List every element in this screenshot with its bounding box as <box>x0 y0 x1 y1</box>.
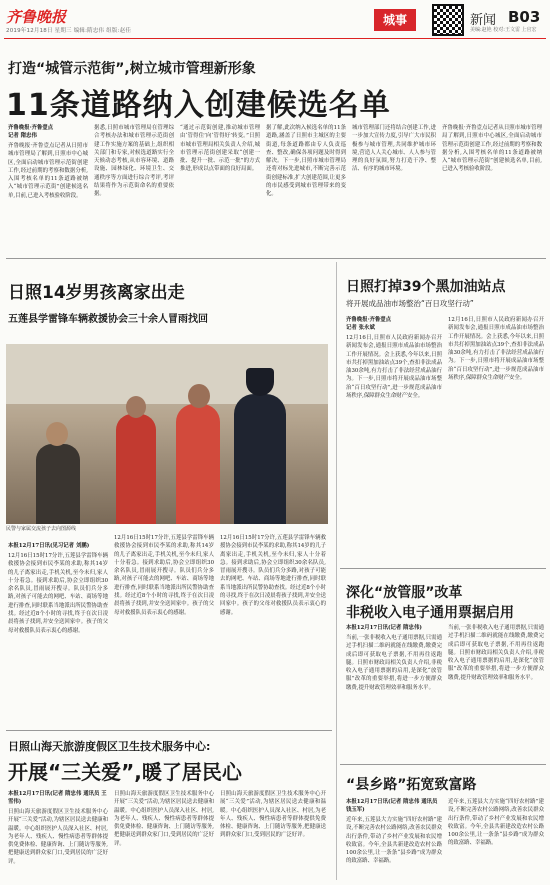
article1-body-col4: 据了解,此次纳入候选名单的11条道路,涵盖了日照市主城区的主要街道,每条道路都由专人负责巡查、整改,确保各项问题及时得到解决。下一步,日照市城市管理局还将对标先进城市,不断完善示范街创建标准,扩大创建范围,让更多的市民感受到城市管理带来的变化。 <box>266 125 346 198</box>
article1-body-col5: 城市管理部门还将结合创建工作,进一步加大宣传力度,引导广大市民积极参与城市管理,共同维护城市环境,营造人人关心城市、人人参与管理的良好氛围,努力打造干净、整洁、有序的城市环境。 <box>352 125 436 173</box>
article5-body-col2: 日照山海天旅游度假区卫生技术服务中心开展“三关爱”活动,为辖区居民送去健康和温暖。中心组织医护人员深入社区、村居,为老年人、残疾人、慢性病患者等群体提供免费体检、健康咨询、上门随访等服务,把健康送到群众家门口,受到居民的广泛好评。 <box>114 791 214 847</box>
article2-photo <box>6 344 328 524</box>
article3-body-col2: 12月16日,日照市人民政府新闻办召开新闻发布会,通报日照市成品油市场整治工作开展情况。会上获悉,今年以来,日照市共打掉黑加油站点39个,查扣非法成品油30余吨,有力打击了非法经营成品油行为。下一步,日照市将开展成品油市场整治“百日攻坚行动”,进一步规范成品油市场秩序,保障群众生命财产安全。 <box>448 317 544 382</box>
article3-subhead: 将开展成品油市场整治“百日攻坚行动” <box>346 299 474 308</box>
article4-body-col2: 当前,一张非税收入电子通用票据,只需通过手机扫描二维码就能在线缴费,缴费完成后即可获取电子票据,不用再往返跑腿。日照市财政局相关负责人介绍,非税收入电子通用票据的启用,是深化“放管服”改革的重要举措,将进一步方便群众缴费,提升财政管理效率和服务水平。 <box>448 625 544 681</box>
article3-headline: 日照打掉39个黑加油站点 <box>346 279 506 295</box>
article2-headline: 日照14岁男孩离家出走 <box>8 283 185 303</box>
qr-code-icon <box>432 4 464 36</box>
article5-byline: 本报12月17日讯(记者 隋忠伟 通讯员 王雪伟) <box>8 791 107 805</box>
section-badge: 城事 <box>374 9 416 31</box>
article2-body-col2: 12月16日15时17分许,五莲县学雷锋车辆救援协会接到市民李某的求助,称其14岁的儿子离家出走,手机关机,至今未归,家人十分着急。接到求助后,协会立即组织30余名队员,冒雨展开搜寻。队员们兵分多路,对孩子可能去的网吧、车站、商场等地进行排查,同时联系当地派出所民警协助查找。经过近8个小时的寻找,终于在次日凌晨将孩子找到,并安全送回家中。孩子的父母对救援队员表示衷心的感谢。 <box>114 535 214 616</box>
article2-byline: 本报12月17日讯(见习记者 刘鹏) <box>8 543 90 549</box>
article2-body-col3: 12月16日15时17分许,五莲县学雷锋车辆救援协会接到市民李某的求助,称其14岁的儿子离家出走,手机关机,至今未归,家人十分着急。接到求助后,协会立即组织30余名队员,冒雨展开搜寻。队员们兵分多路,对孩子可能去的网吧、车站、商场等地进行排查,同时联系当地派出所民警协助查找。经过近8个小时的寻找,终于在次日凌晨将孩子找到,并安全送回家中。孩子的父母对救援队员表示衷心的感谢。 <box>220 535 326 616</box>
editor-credits: 美编:赵艳 校对:王文雷 上官宏 <box>470 27 537 33</box>
article6-byline: 本报12月17日讯(记者 隋忠伟 通讯员 钱玉军) <box>346 799 438 813</box>
divider <box>6 730 332 731</box>
photo-caption: 民警与家属交流孩子去向图源线 <box>6 526 77 532</box>
newspaper-logo: 齐鲁晚报 <box>6 8 67 26</box>
article1-headline: 11条道路纳入创建候选名单 <box>6 88 391 123</box>
article2-subhead: 五莲县学雷锋车辆救援协会三十余人冒雨找回 <box>8 314 208 325</box>
article6-headline: “县乡路”拓宽致富路 <box>346 777 477 793</box>
article1-body-col6: 齐鲁晚报·齐鲁壹点记者从日照市城市管理局了解到,日照市中心城区,全面启动城市管理示范街创建工作,经过前期的考察和数据分析,入围考核名单的11条道路被纳入“城市管理示范街”创建候选名单,目前,已进入考核验收阶段。 <box>442 125 542 173</box>
page-number: B03 <box>508 8 541 26</box>
divider <box>340 764 546 765</box>
article6-body-col1: 近年来,五莲县大力实施“四好农村路”建设,不断完善农村公路网络,改善农民群众出行条件,带动了乡村产业发展和农民增收致富。今年,全县共新建改造农村公路100余公里,让一条条“县乡路”成为群众的致富路、幸福路。 <box>346 817 442 865</box>
article5-headline1: 日照山海天旅游度假区卫生技术服务中心: <box>8 740 211 753</box>
article2-body-col1: 12月16日15时17分许,五莲县学雷锋车辆救援协会接到市民李某的求助,称其14岁的儿子离家出走,手机关机,至今未归,家人十分着急。接到求助后,协会立即组织30余名队员,冒雨展开搜寻。队员们兵分多路,对孩子可能去的网吧、车站、商场等地进行排查,同时联系当地派出所民警协助查找。经过近8个小时的寻找,终于在次日凌晨将孩子找到,并安全送回家中。孩子的父母对救援队员表示衷心的感谢。 <box>8 553 108 634</box>
page-category: 新闻 <box>470 13 497 28</box>
article6-body-col2: 近年来,五莲县大力实施“四好农村路”建设,不断完善农村公路网络,改善农民群众出行条件,带动了乡村产业发展和农民增收致富。今年,全县共新建改造农村公路100余公里,让一条条“县乡路”成为群众的致富路、幸福路。 <box>448 799 544 847</box>
article5-headline2: 开展“三关爱”,暖了居民心 <box>8 760 242 784</box>
article4-headline2: 非税收入电子通用票据启用 <box>346 605 514 621</box>
article3-byline2: 记者 张永斌 <box>346 325 375 331</box>
article1-body-col3: “通过示范街创建,推动城市管理由‘管得住’向‘管得好’转变。”日照市城市管理局相关负责人介绍,城市管理示范街创建采取“创建一批、提升一批、示范一批”的方式推进,形成以点带面的良好局面。 <box>180 125 260 173</box>
masthead-rule <box>4 38 546 39</box>
divider <box>340 568 546 569</box>
article1-byline2: 记者 隋忠伟 <box>8 133 37 139</box>
article5-body-col1: 日照山海天旅游度假区卫生技术服务中心开展“三关爱”活动,为辖区居民送去健康和温暖。中心组织医护人员深入社区、村居,为老年人、残疾人、慢性病患者等群体提供免费体检、健康咨询、上门随访等服务,把健康送到群众家门口,受到居民的广泛好评。 <box>8 809 108 865</box>
article1-body-col2: 据悉,日照市城市管理局在管理综合考核办法和城市管理示范街创建工作实施方案的基础上,组织相关部门和专家,对候选道路实行全天候动态考核,从市容环境、道路设施、园林绿化、环境卫生、交通秩序等方面进行综合考评,考评结果将作为示范街命名的重要依据。 <box>94 125 174 198</box>
article1-byline1: 齐鲁晚报·齐鲁壹点 <box>8 125 54 131</box>
article3-body-col1: 12月16日,日照市人民政府新闻办召开新闻发布会,通报日照市成品油市场整治工作开展情况。会上获悉,今年以来,日照市共打掉黑加油站点39个,查扣非法成品油30余吨,有力打击了非法经营成品油行为。下一步,日照市将开展成品油市场整治“百日攻坚行动”,进一步规范成品油市场秩序,保障群众生命财产安全。 <box>346 335 442 400</box>
article1-kicker: 打造“城管示范街”,树立城市管理新形象 <box>8 61 256 77</box>
article1-body-col1: 齐鲁晚报·齐鲁壹点记者从日照市城市管理局了解到,日照市中心城区,全面启动城市管理示范街创建工作,经过前期的考察和数据分析,入围考核名单的11条道路被纳入“城市管理示范街”创建候选名单,目前,已进入考核验收阶段。 <box>8 143 88 199</box>
divider <box>6 258 546 259</box>
article5-body-col3: 日照山海天旅游度假区卫生技术服务中心开展“三关爱”活动,为辖区居民送去健康和温暖。中心组织医护人员深入社区、村居,为老年人、残疾人、慢性病患者等群体提供免费体检、健康咨询、上门随访等服务,把健康送到群众家门口,受到居民的广泛好评。 <box>220 791 326 839</box>
column-divider <box>336 262 337 880</box>
article4-body-col1: 当前,一张非税收入电子通用票据,只需通过手机扫描二维码就能在线缴费,缴费完成后即可获取电子票据,不用再往返跑腿。日照市财政局相关负责人介绍,非税收入电子通用票据的启用,是深化“放管服”改革的重要举措,将进一步方便群众缴费,提升财政管理效率和服务水平。 <box>346 635 442 691</box>
article4-byline: 本报12月17日讯(记者 隋忠伟) <box>346 625 422 631</box>
article4-headline1: 深化“放管服”改革 <box>346 585 463 601</box>
dateline: 2019年12月18日 星期三 编辑:隋忠伟 组版:赵佳 <box>6 28 132 34</box>
article3-byline1: 齐鲁晚报·齐鲁壹点 <box>346 317 392 323</box>
